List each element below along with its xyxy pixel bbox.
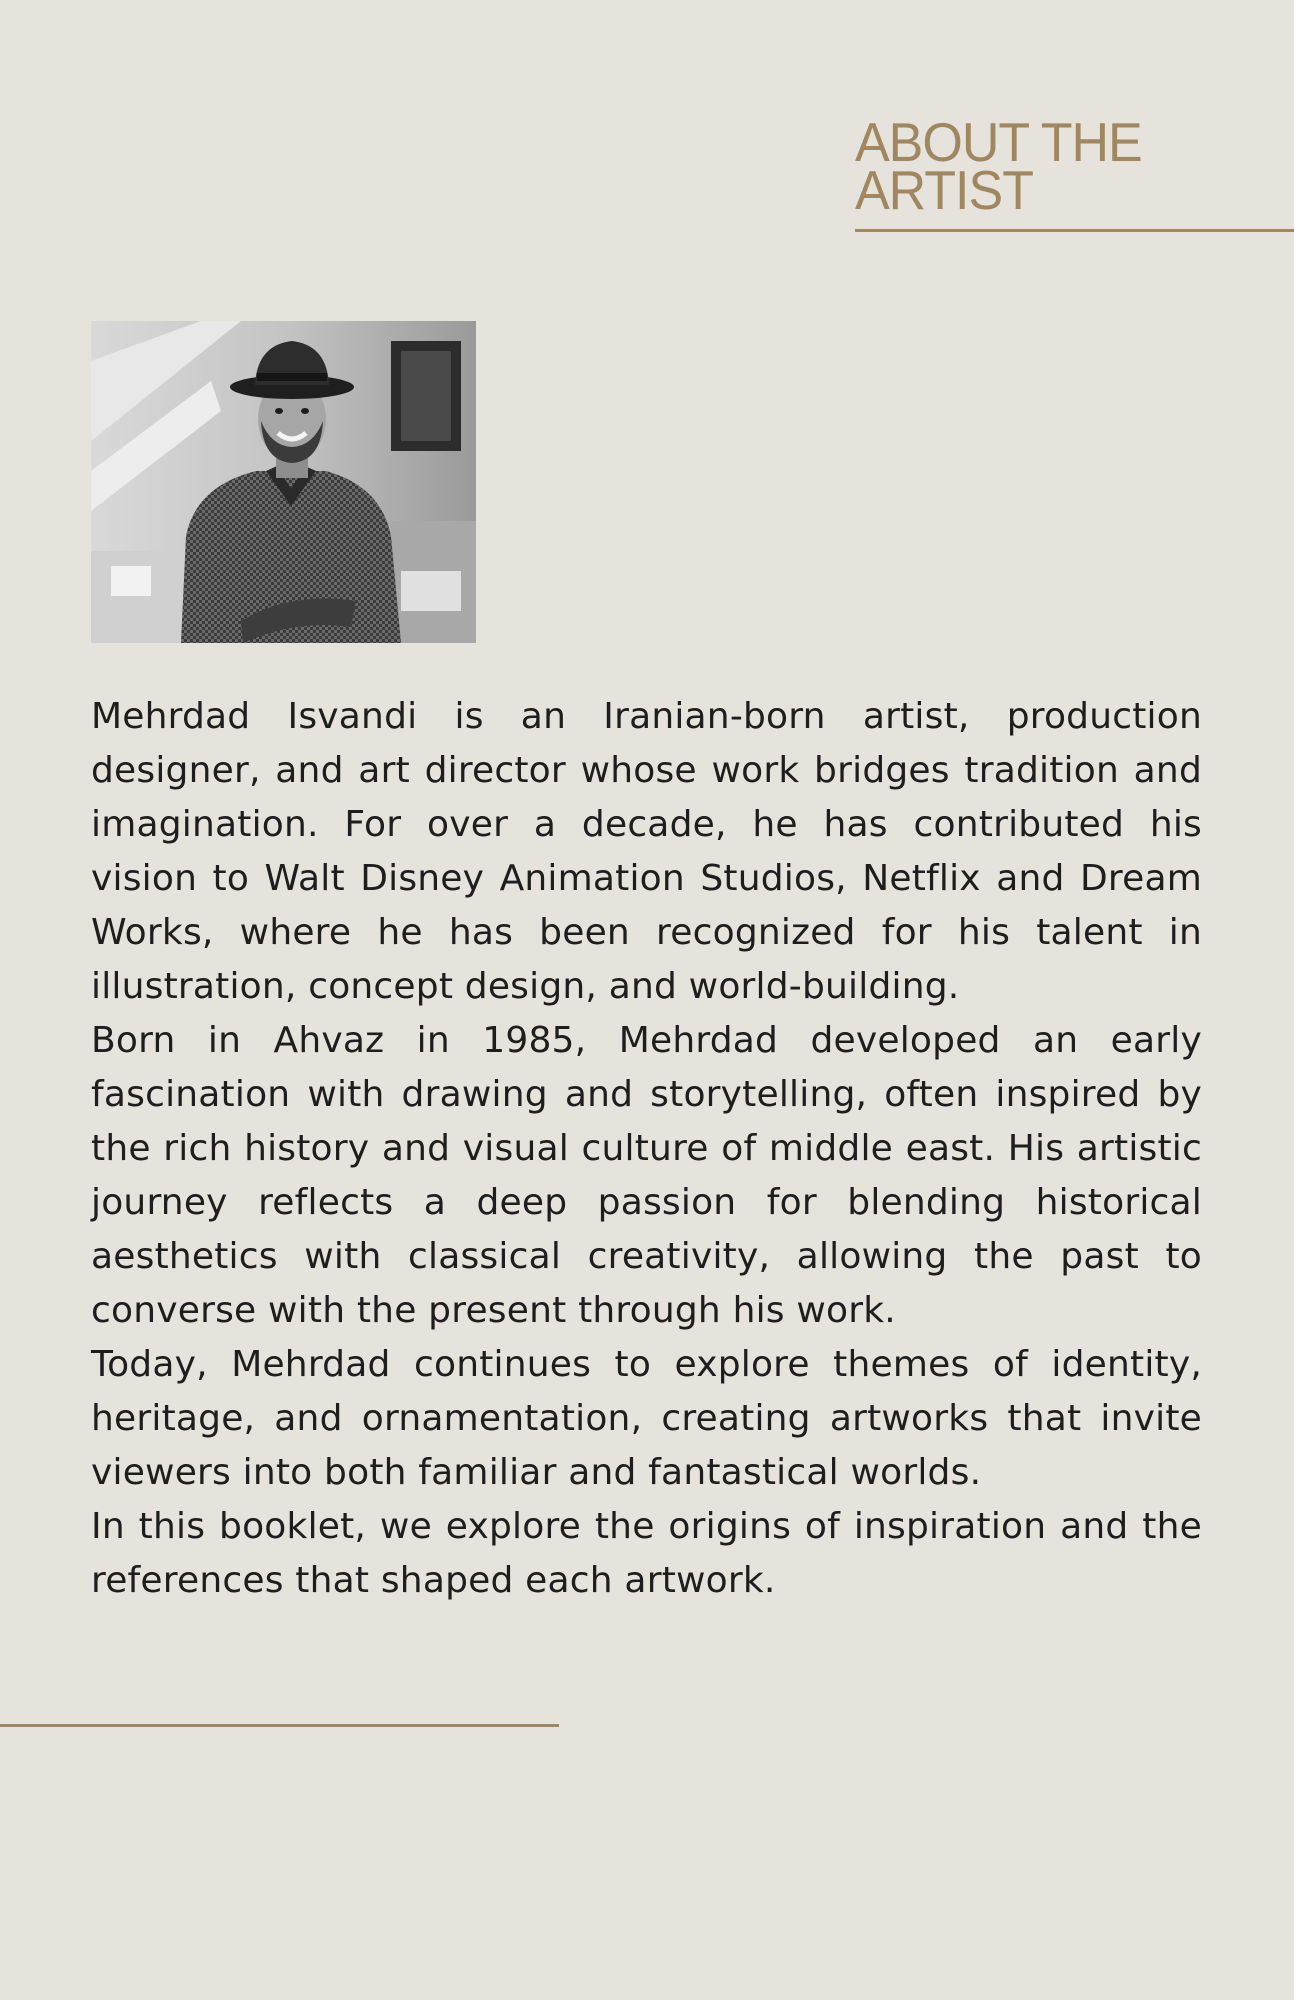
title-divider <box>855 229 1294 232</box>
bottom-divider <box>0 1724 559 1727</box>
bio-paragraph: Born in Ahvaz in 1985, Mehrdad developed an early fascination with drawing and storytelling, often inspired by the rich history and visual culture of middle east. His artistic journey reflects a deep passion for blending historical aesthetics with classical creativity, allowing the past to converse with the present through his work. <box>91 1020 1202 1331</box>
artist-portrait <box>91 321 476 643</box>
page-title-line-2: ARTIST <box>855 160 1033 222</box>
bio-paragraph: In this booklet, we explore the origins of inspiration and the references that shaped each artwork. <box>91 1506 1202 1601</box>
artist-bio <box>91 690 1202 1608</box>
bio-paragraph: Today, Mehrdad continues to explore themes of identity, heritage, and ornamentation, creating artworks that invite viewers into both familiar and fantastical worlds. <box>91 1344 1202 1493</box>
bio-paragraph: Mehrdad Isvandi is an Iranian-born artist, production designer, and art director whose work bridges tradition and imagination. For over a decade, he has contributed his vision to Walt Disney Animation Studios, Netflix and Dream Works, where he has been recognized for his talent in illustration, concept design, and world-building. <box>91 696 1202 1007</box>
page-title-line-1: ABOUT THE <box>855 112 1142 174</box>
page-title <box>855 112 1275 222</box>
